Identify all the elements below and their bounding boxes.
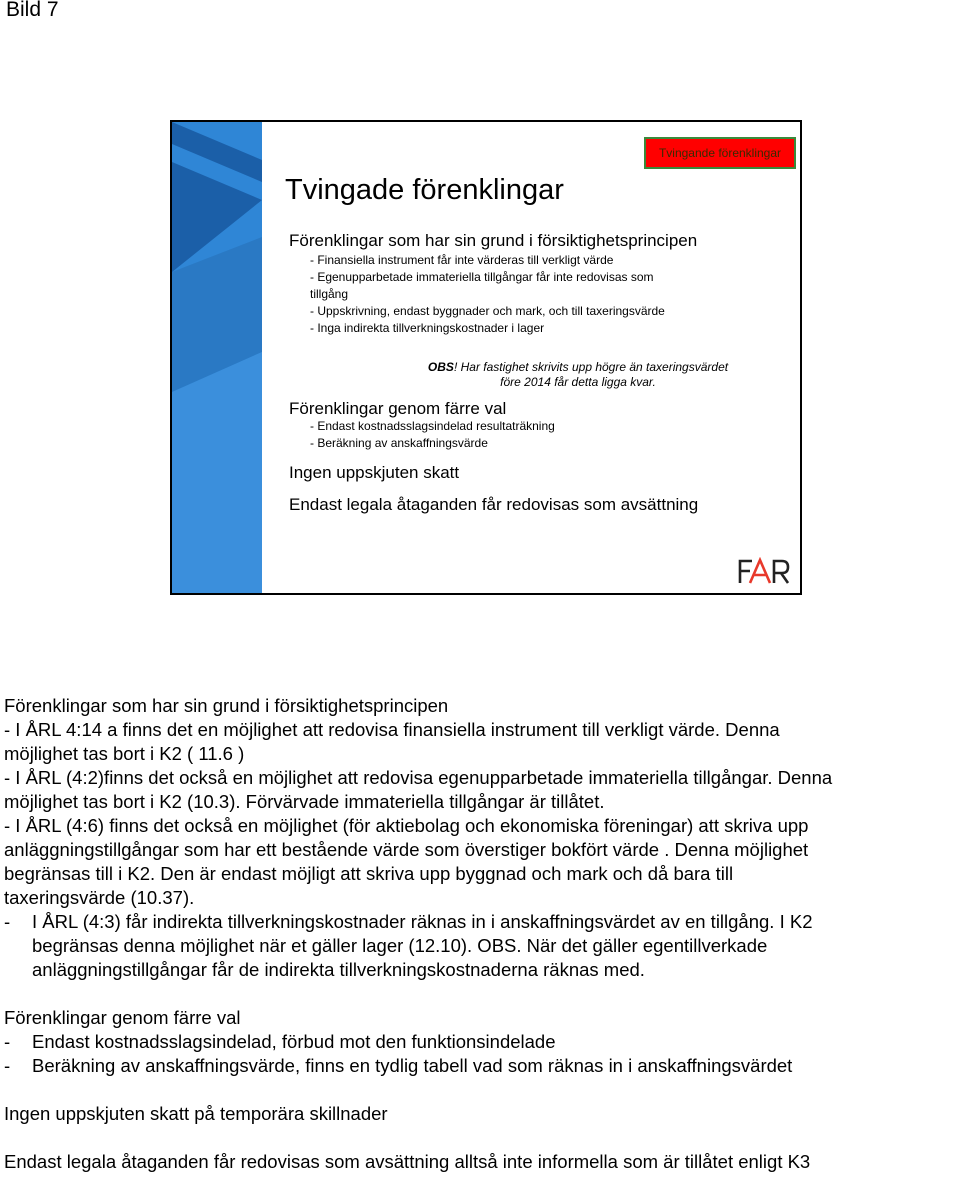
body-heading1: Förenklingar som har sin grund i försiktighetsprincipen xyxy=(4,695,449,716)
slide-line4: Endast legala åtaganden får redovisas som avsättning xyxy=(289,495,699,514)
slide-line3: Ingen uppskjuten skatt xyxy=(289,463,460,482)
dash: - xyxy=(4,1031,11,1052)
body-line3: Ingen uppskjuten skatt på temporära skillnader xyxy=(4,1103,388,1124)
note-bold: OBS xyxy=(427,360,454,374)
paragraph-line: möjlighet tas bort i K2 ( 11.6 ) xyxy=(4,743,245,764)
slide-section2-list xyxy=(310,418,555,452)
paragraph-line: begränsas denna möjlighet när et gäller lager (12.10). OBS. När det gäller egentillverkade xyxy=(32,935,768,956)
paragraph-line: anläggningstillgångar som har ett bestående värde som överstiger bokfört värde . Denna möjlighet xyxy=(4,839,809,860)
list-item: - Endast kostnadsslagsindelad resultaträkning xyxy=(310,419,555,433)
list-item xyxy=(4,1054,956,1078)
paragraph-line: anläggningstillgångar får de indirekta tillverkningskostnaderna räknas med. xyxy=(32,959,645,980)
paragraph-line: I ÅRL (4:3) får indirekta tillverkningskostnader räknas in i anskaffningsvärdet av en tillgång. I K2 xyxy=(32,911,813,932)
dash: - xyxy=(4,1055,11,1076)
slide-decoration xyxy=(172,122,262,593)
list-item: - Uppskrivning, endast byggnader och mark, och till taxeringsvärde xyxy=(310,304,665,318)
slide-section1-list xyxy=(310,252,665,337)
slide xyxy=(170,120,802,595)
list-item: - Finansiella instrument får inte värderas till verkligt värde xyxy=(310,253,614,267)
category-badge: Tvingande förenklingar xyxy=(644,137,796,169)
slide-section1-heading: Förenklingar som har sin grund i försiktighetsprincipen xyxy=(289,231,698,250)
dash: - xyxy=(4,911,11,932)
paragraph-line: - I ÅRL (4:6) finns det också en möjlighet (för aktiebolag och ekonomiska föreningar) att skriva upp xyxy=(4,815,809,836)
body-text xyxy=(4,694,956,1174)
note-line2: före 2014 får detta ligga kvar. xyxy=(500,375,656,389)
list-item-text: Beräkning av anskaffningsvärde, finns en tydlig tabell vad som räknas in i anskaffningsvärdet xyxy=(32,1055,793,1076)
paragraph-line: begränsas till i K2. Den är endast möjligt att skriva upp byggnad och mark och då bara till xyxy=(4,863,734,884)
note-line1: ! Har fastighet skrivits upp högre än taxeringsvärdet xyxy=(453,360,729,374)
paragraph-line: - I ÅRL 4:14 a finns det en möjlighet att redovisa finansiella instrument till verkligt värde. Denna xyxy=(4,719,780,740)
body-heading2: Förenklingar genom färre val xyxy=(4,1007,241,1028)
list-item: - Egenupparbetade immateriella tillgångar får inte redovisas som xyxy=(310,270,654,284)
hanging-item xyxy=(4,910,956,982)
page-label: Bild 7 xyxy=(6,0,59,21)
body-line4: Endast legala åtaganden får redovisas som avsättning alltså inte informella som är tillåtet enligt K3 xyxy=(4,1151,811,1172)
far-logo xyxy=(738,557,790,585)
list-item xyxy=(4,1030,956,1054)
paragraph-line: möjlighet tas bort i K2 (10.3). Förvärvade immateriella tillgångar är tillåtet. xyxy=(4,791,605,812)
paragraph-line: - I ÅRL (4:2)finns det också en möjlighet att redovisa egenupparbetade immateriella tillgångar. Denna xyxy=(4,767,833,788)
list-item: tillgång xyxy=(310,287,349,301)
list-item: - Beräkning av anskaffningsvärde xyxy=(310,436,488,450)
slide-title: Tvingade förenklingar xyxy=(285,174,564,206)
slide-section2-heading: Förenklingar genom färre val xyxy=(289,399,507,418)
slide-note xyxy=(172,360,802,390)
list-item-text: Endast kostnadsslagsindelad, förbud mot den funktionsindelade xyxy=(32,1031,556,1052)
paragraph-line: taxeringsvärde (10.37). xyxy=(4,887,195,908)
list-item: - Inga indirekta tillverkningskostnader i lager xyxy=(310,321,545,335)
